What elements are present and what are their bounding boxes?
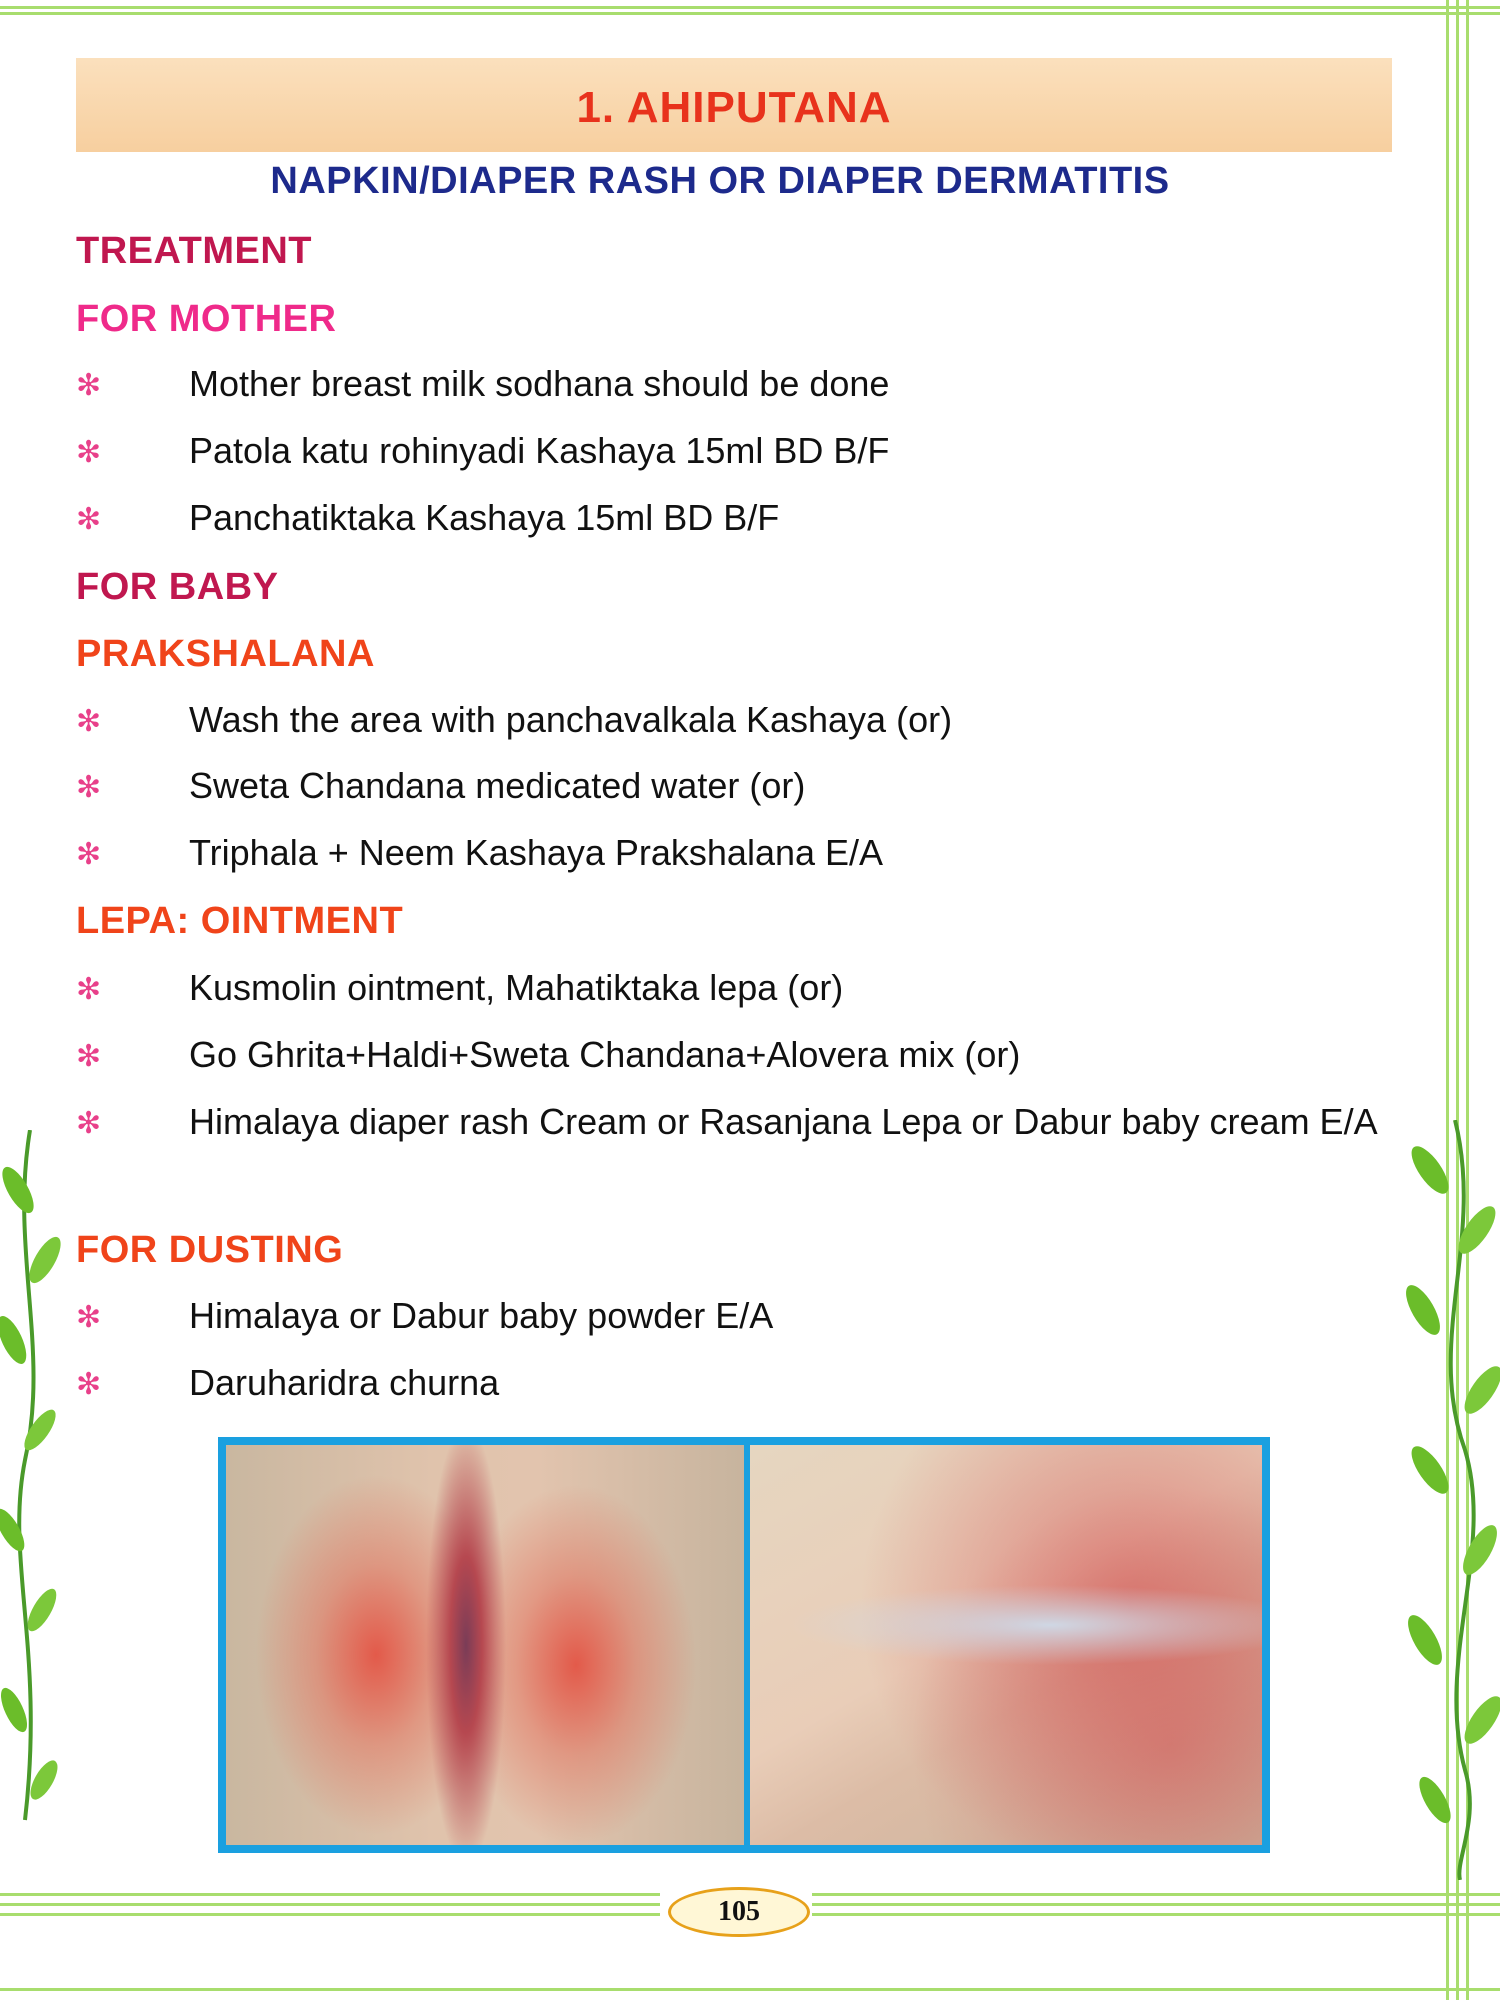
list-item-text: Mother breast milk sodhana should be done: [189, 363, 890, 404]
asterisk-icon: ✻: [76, 705, 102, 738]
frame-line-bottom-6: [812, 1913, 1500, 1916]
frame-line-top: [0, 6, 1500, 9]
asterisk-icon: ✻: [76, 838, 102, 871]
list-item-text: Himalaya diaper rash Cream or Rasanjana Lepa or Dabur baby cream E/A: [189, 1101, 1378, 1142]
list-item-text: Go Ghrita+Haldi+Sweta Chandana+Alovera mix (or): [189, 1034, 1021, 1075]
asterisk-icon: ✻: [76, 1040, 102, 1073]
asterisk-icon: ✻: [76, 1368, 102, 1401]
asterisk-icon: ✻: [76, 771, 102, 804]
asterisk-icon: ✻: [76, 1107, 102, 1140]
list-item-text: Panchatiktaka Kashaya 15ml BD B/F: [189, 497, 780, 538]
page-subtitle: NAPKIN/DIAPER RASH OR DIAPER DERMATITIS: [270, 160, 1170, 202]
frame-line-bottom-5: [812, 1903, 1500, 1906]
frame-line-bottom-4: [812, 1893, 1500, 1896]
page-title: 1. AHIPUTANA: [576, 83, 892, 132]
list-item-text: Triphala + Neem Kashaya Prakshalana E/A: [189, 832, 884, 873]
for-mother-heading: FOR MOTHER: [76, 298, 337, 340]
frame-line-bottom-7: [0, 1988, 1500, 1991]
diaper-rash-photos: [218, 1437, 1270, 1853]
list-item-text: Daruharidra churna: [189, 1362, 500, 1403]
list-item-text: Patola katu rohinyadi Kashaya 15ml BD B/F: [189, 430, 890, 471]
treatment-heading: TREATMENT: [76, 230, 312, 272]
frame-line-bottom-3: [0, 1913, 660, 1916]
for-dusting-heading: FOR DUSTING: [76, 1229, 344, 1271]
list-item-text: Sweta Chandana medicated water (or): [189, 765, 806, 806]
list-item-text: Kusmolin ointment, Mahatiktaka lepa (or): [189, 967, 844, 1008]
asterisk-icon: ✻: [76, 503, 102, 536]
asterisk-icon: ✻: [76, 436, 102, 469]
frame-line-top-2: [0, 12, 1500, 15]
for-baby-heading: FOR BABY: [76, 566, 279, 608]
vine-right-decoration: [1395, 1120, 1500, 1880]
asterisk-icon: ✻: [76, 369, 102, 402]
title-banner: [76, 58, 1392, 152]
lepa-ointment-heading: LEPA: OINTMENT: [76, 900, 404, 942]
vine-left-decoration: [0, 1130, 70, 1830]
frame-line-bottom-2: [0, 1903, 660, 1906]
diaper-rash-photo-left: [226, 1445, 744, 1845]
page-number: 105: [668, 1887, 810, 1937]
asterisk-icon: ✻: [76, 1301, 102, 1334]
asterisk-icon: ✻: [76, 973, 102, 1006]
frame-line-bottom-1: [0, 1893, 660, 1896]
diaper-rash-photo-right: [750, 1445, 1262, 1845]
list-item-text: Wash the area with panchavalkala Kashaya (or): [189, 699, 953, 740]
prakshalana-heading: PRAKSHALANA: [76, 633, 375, 675]
list-item-text: Himalaya or Dabur baby powder E/A: [189, 1295, 774, 1336]
